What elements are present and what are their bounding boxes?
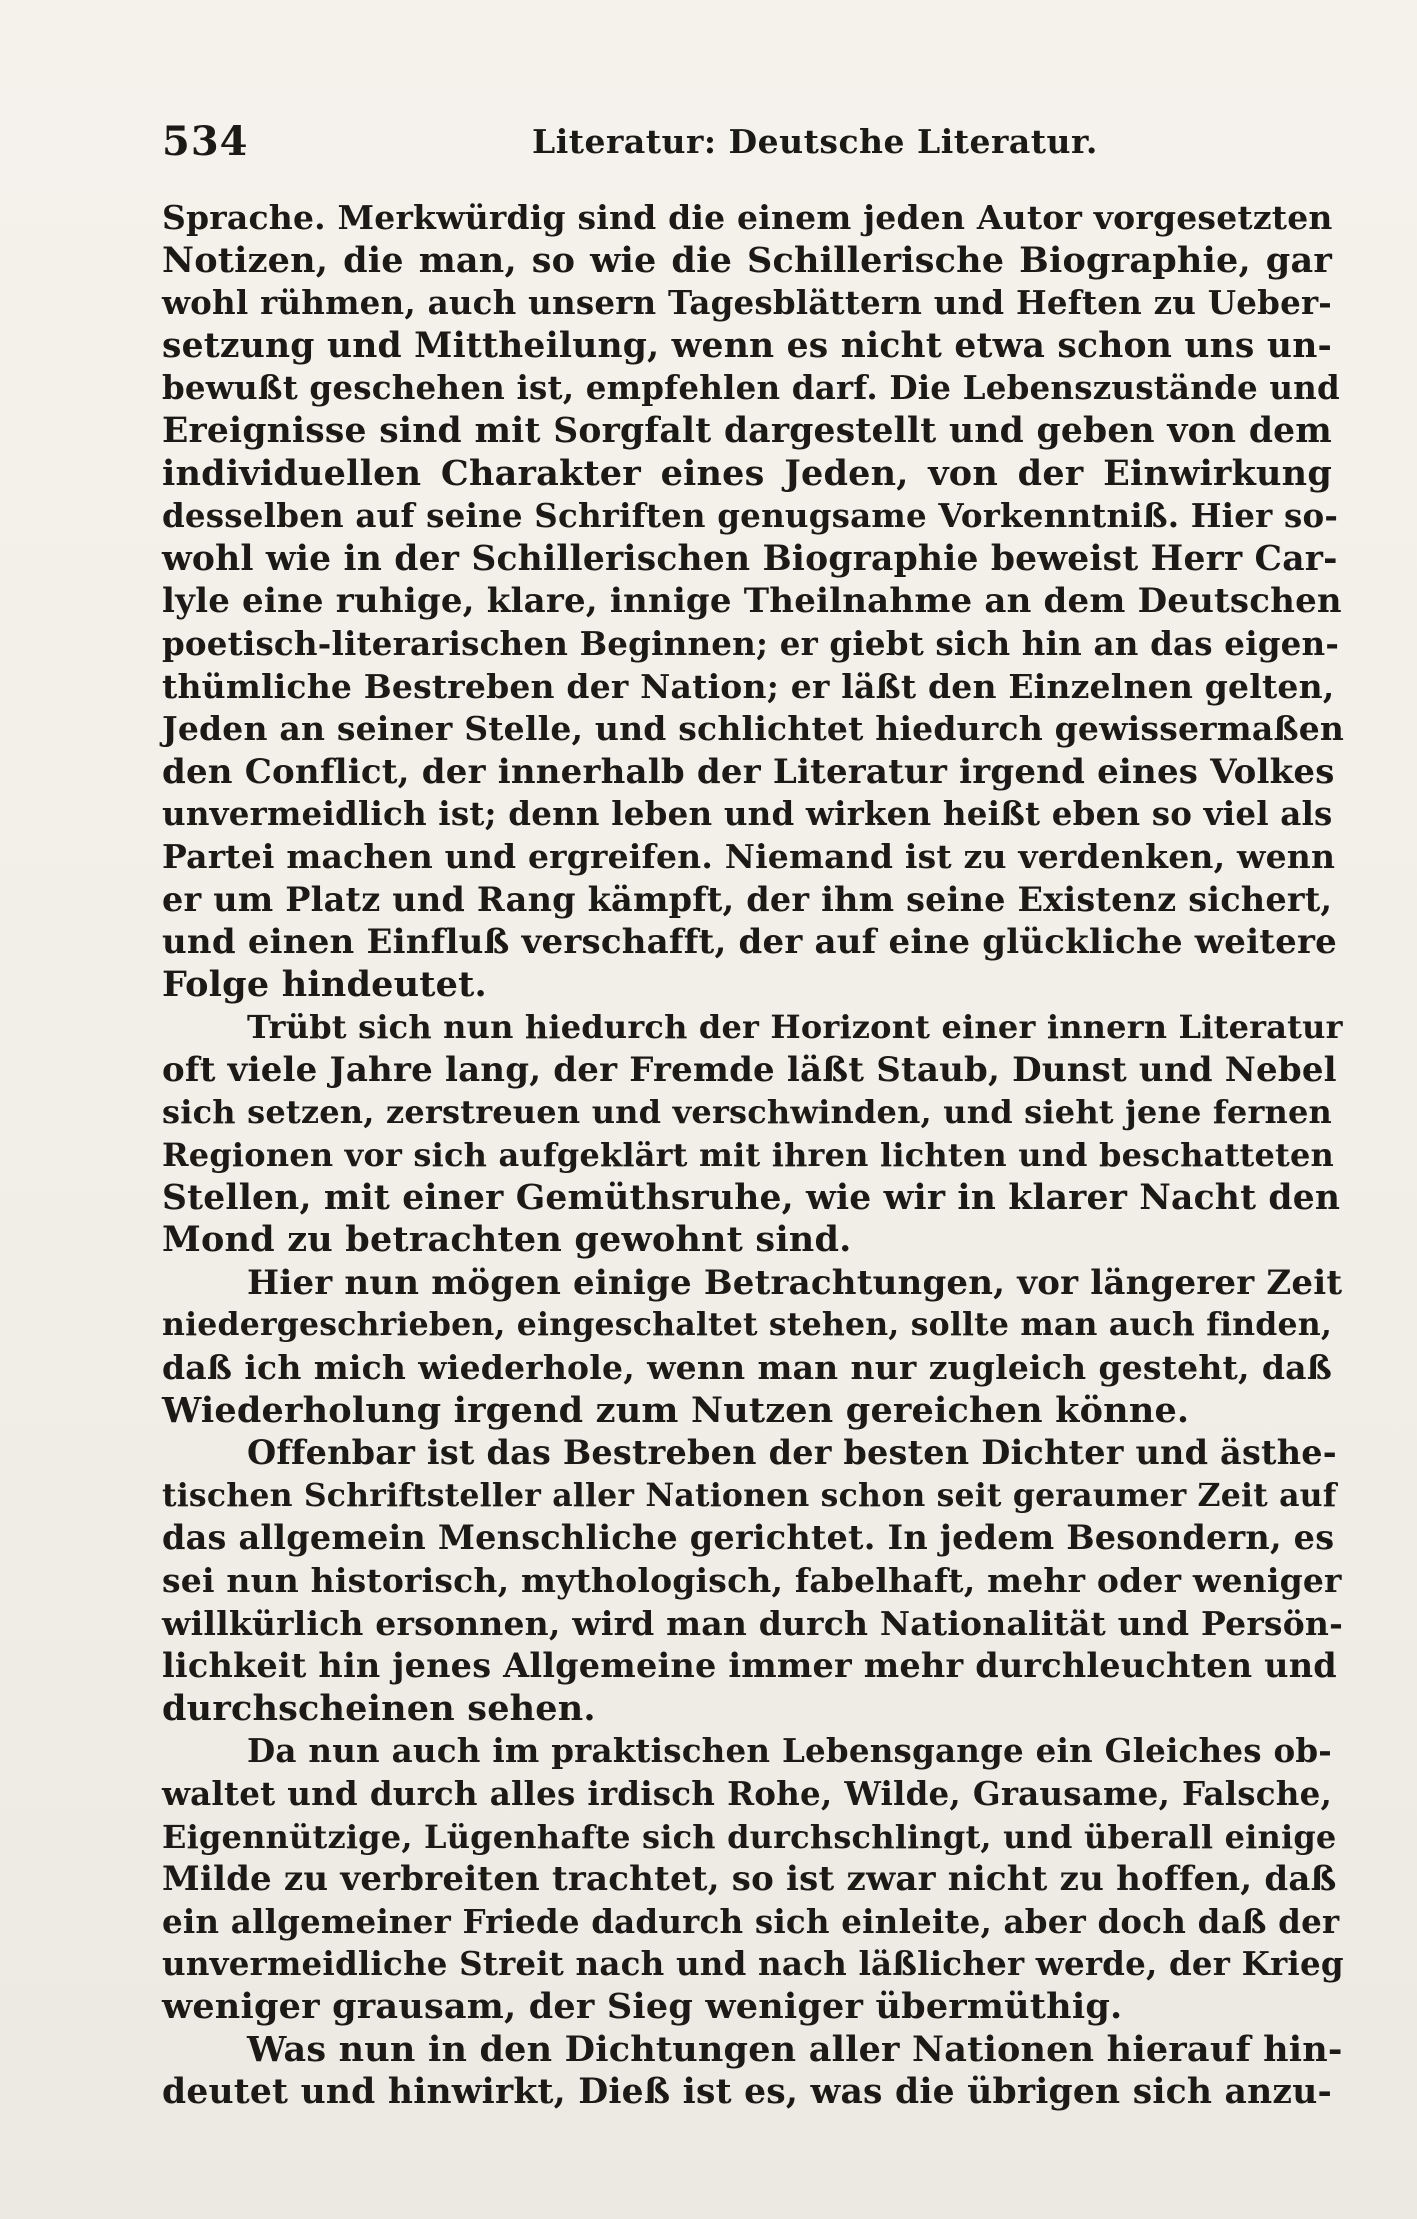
text-line: Sprache. Merkwürdig sind die einem jeden Autor vorgesetzten xyxy=(162,198,1333,237)
text-line: Notizen, die man, so wie die Schillerische Biographie, gar xyxy=(162,239,1332,281)
text-line: individuellen Charakter eines Jeden, von der Einwirkung xyxy=(162,452,1332,494)
page-number: 534 xyxy=(162,118,249,165)
text-line: Offenbar ist das Bestreben der besten Dichter und ästhe- xyxy=(247,1433,1337,1473)
text-line: unvermeidliche Streit nach und nach läßlicher werde, der Krieg xyxy=(162,1944,1344,1984)
text-line: bewußt geschehen ist, empfehlen darf. Die Lebenszustände und xyxy=(162,368,1340,408)
text-line: lichkeit hin jenes Allgemeine immer mehr durchleuchten und xyxy=(162,1646,1337,1686)
text-line: das allgemein Menschliche gerichtet. In jedem Besondern, es xyxy=(162,1518,1335,1558)
text-line: und einen Einfluß verschafft, der auf eine glückliche weitere xyxy=(162,922,1337,963)
text-line: willkürlich ersonnen, wird man durch Nationalität und Persön- xyxy=(162,1603,1344,1643)
text-line: tischen Schriftsteller aller Nationen schon seit geraumer Zeit auf xyxy=(162,1476,1337,1514)
text-line: setzung und Mittheilung, wenn es nicht etwa schon uns un- xyxy=(162,325,1332,366)
text-line: Mond zu betrachten gewohnt sind. xyxy=(162,1219,852,1261)
text-line: Ereignisse sind mit Sorgfalt dargestellt und geben von dem xyxy=(162,410,1332,451)
text-line: Regionen vor sich aufgeklärt mit ihren lichten und beschatteten xyxy=(162,1136,1335,1175)
text-line: weniger grausam, der Sieg weniger übermüthig. xyxy=(162,1985,1123,2027)
text-line: Was nun in den Dichtungen aller Nationen hierauf hin- xyxy=(247,2028,1343,2070)
text-line: niedergeschrieben, eingeschaltet stehen, sollte man auch finden, xyxy=(162,1306,1332,1344)
text-line: desselben auf seine Schriften genugsame Vorkenntniß. Hier so- xyxy=(162,496,1339,536)
text-line: sei nun historisch, mythologisch, fabelhaft, mehr oder weniger xyxy=(162,1561,1342,1600)
text-line: Da nun auch im praktischen Lebensgange ein Gleiches ob- xyxy=(247,1731,1332,1771)
text-line: Wiederholung irgend zum Nutzen gereichen könne. xyxy=(162,1389,1190,1431)
text-line: deutet und hinwirkt, Dieß ist es, was die übrigen sich anzu- xyxy=(162,2072,1332,2113)
text-line: Hier nun mögen einige Betrachtungen, vor längerer Zeit xyxy=(247,1262,1343,1303)
text-line: Stellen, mit einer Gemüthsruhe, wie wir in klarer Nacht den xyxy=(162,1177,1341,1218)
running-head: Literatur: Deutsche Literatur. xyxy=(532,122,1098,161)
text-line: wohl wie in der Schillerischen Biographie beweist Herr Car- xyxy=(162,538,1338,579)
text-line: ein allgemeiner Friede dadurch sich einleite, aber doch daß der xyxy=(162,1901,1340,1941)
text-line: den Conflict, der innerhalb der Literatur irgend eines Volkes xyxy=(162,751,1335,792)
text-line: sich setzen, zerstreuen und verschwinden, und sieht jene fernen xyxy=(162,1093,1332,1132)
text-line: oft viele Jahre lang, der Fremde läßt Staub, Dunst und Nebel xyxy=(162,1049,1337,1090)
text-line: thümliche Bestreben der Nation; er läßt den Einzelnen gelten, xyxy=(162,666,1335,706)
text-line: Partei machen und ergreifen. Niemand ist zu verdenken, wenn xyxy=(162,836,1336,876)
text-line: Milde zu verbreiten trachtet, so ist zwar nicht zu hoffen, daß xyxy=(162,1859,1337,1900)
text-line: poetisch-literarischen Beginnen; er giebt sich hin an das eigen- xyxy=(162,623,1340,663)
text-line: Jeden an seiner Stelle, und schlichtet hiedurch gewissermaßen xyxy=(162,709,1345,749)
text-line: wohl rühmen, auch unsern Tagesblättern und Heften zu Ueber- xyxy=(162,283,1332,323)
text-line: durchscheinen sehen. xyxy=(162,1687,596,1729)
text-line: daß ich mich wiederhole, wenn man nur zugleich gesteht, daß xyxy=(162,1348,1332,1388)
text-line: Folge hindeutet. xyxy=(162,963,487,1005)
text-line: waltet und durch alles irdisch Rohe, Wilde, Grausame, Falsche, xyxy=(162,1773,1332,1813)
text-line: lyle eine ruhige, klare, innige Theilnahme an dem Deutschen xyxy=(162,581,1342,622)
text-line: unvermeidlich ist; denn leben und wirken heißt eben so viel als xyxy=(162,794,1333,834)
body-text xyxy=(162,197,1345,2114)
text-line: Eigennützige, Lügenhafte sich durchschlingt, und überall einige xyxy=(162,1817,1337,1856)
page-header xyxy=(162,118,1332,178)
text-line: er um Platz und Rang kämpft, der ihm seine Existenz sichert, xyxy=(162,879,1333,919)
text-line: Trübt sich nun hiedurch der Horizont einer innern Literatur xyxy=(247,1008,1343,1047)
